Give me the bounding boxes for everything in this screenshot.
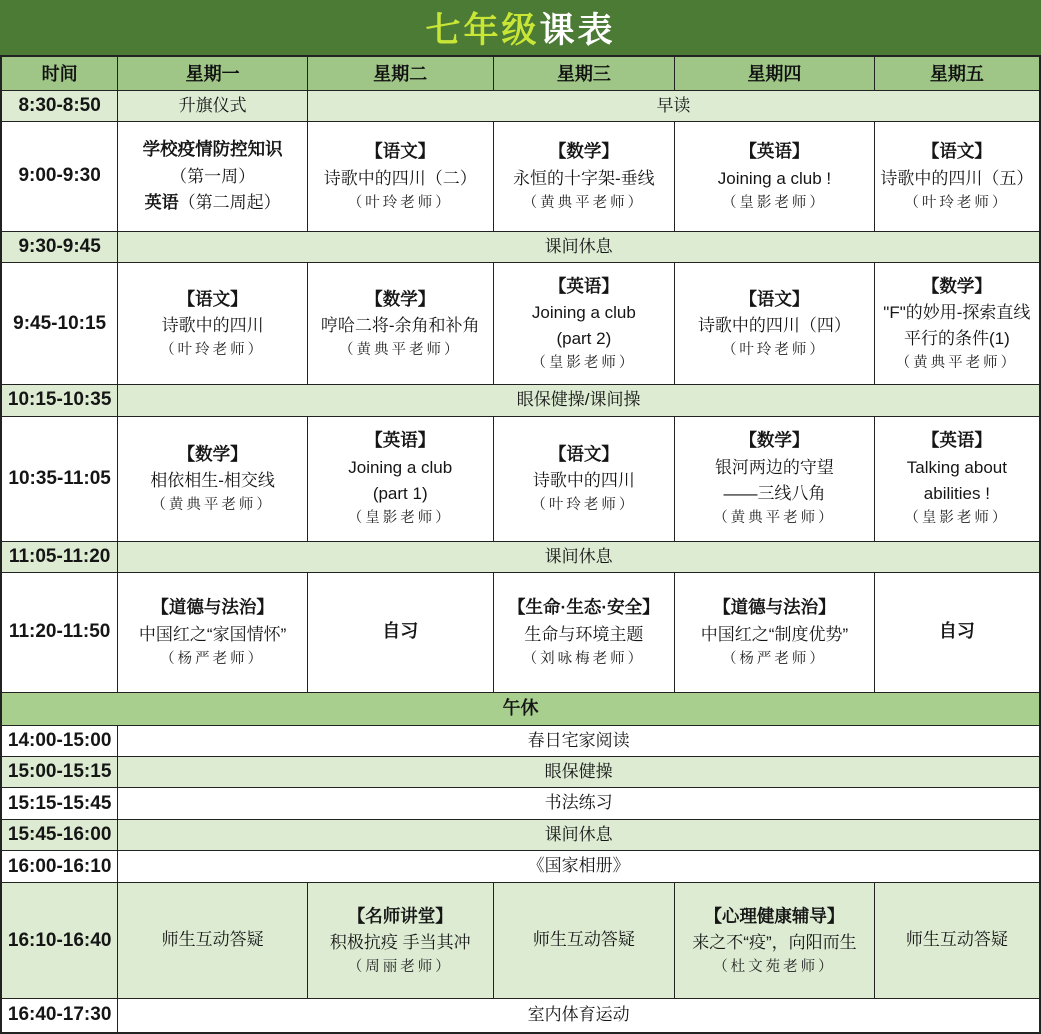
teacher-line: （刘咏梅老师） (522, 650, 646, 667)
friday-cell (874, 263, 1040, 385)
content-line: 永恒的十字架-垂线 (513, 168, 655, 188)
content-line: 诗歌中的四川（五） (880, 168, 1034, 188)
teacher-line: （杜文苑老师） (713, 959, 836, 976)
teacher-line: （叶玲老师） (160, 342, 266, 359)
time-cell: 8:30-8:50 (1, 90, 118, 121)
subject-title: 【数学】 (365, 288, 436, 309)
schedule-row (1, 121, 1040, 231)
full-width-cell (118, 231, 1040, 262)
wednesday-cell (493, 263, 675, 385)
wednesday-cell (493, 883, 675, 999)
title-grade-text: 七年级 (425, 10, 540, 50)
monday-cell (118, 572, 308, 692)
teacher-line: （黄典平老师） (713, 510, 836, 527)
content-line: 诗歌中的四川 (161, 315, 264, 335)
content-line: "F"的妙用-探索直线 (883, 302, 1031, 322)
time-cell: 16:40-17:30 (1, 999, 118, 1033)
content-line: 书法练习 (544, 793, 613, 813)
teacher-line: （叶玲老师） (347, 194, 453, 211)
time-cell: 15:00-15:15 (1, 757, 118, 788)
monday-cell (118, 883, 308, 999)
schedule-row (1, 416, 1040, 541)
teacher-line: （叶玲老师） (904, 194, 1010, 211)
content-line: (part 1) (372, 483, 428, 503)
schedule-row (1, 788, 1040, 819)
content-line: Joining a club ! (717, 168, 832, 188)
monday-cell (118, 416, 308, 541)
content-line: 室内体育运动 (527, 1005, 630, 1025)
schedule-row (1, 851, 1040, 883)
content-line: 午休 (502, 697, 539, 718)
subject-title: 【数学】 (177, 443, 248, 464)
thursday-cell (675, 263, 875, 385)
teacher-line: （周丽老师） (347, 959, 453, 976)
schedule-row (1, 725, 1040, 756)
content-line: 来之不“疫”，向阳而生 (692, 932, 857, 952)
subject-title: 【语文】 (548, 443, 619, 464)
wednesday-cell (493, 572, 675, 692)
schedule-row (1, 263, 1040, 385)
schedule-body (1, 90, 1040, 1033)
full-width-cell (118, 541, 1040, 572)
header-row (1, 56, 1040, 90)
monday-cell (118, 90, 308, 121)
schedule-row (1, 231, 1040, 262)
content-line: ——三线八角 (723, 483, 826, 503)
time-cell: 16:00-16:10 (1, 851, 118, 883)
title-word-text: 课表 (539, 10, 616, 50)
thursday-cell (675, 572, 875, 692)
header-time: 时间 (1, 56, 118, 90)
content-line: 眼保健操 (544, 762, 613, 782)
monday-cell (118, 263, 308, 385)
schedule-row (1, 757, 1040, 788)
lunch-band (1, 692, 1040, 725)
time-cell: 16:10-16:40 (1, 883, 118, 999)
tuesday-cell (307, 416, 493, 541)
content-line: 春日宅家阅读 (527, 730, 630, 750)
subject-title: 【英语】 (739, 141, 810, 162)
content-line: 诗歌中的四川（四） (697, 315, 851, 335)
schedule-row (1, 819, 1040, 850)
wednesday-cell (493, 416, 675, 541)
schedule-row (1, 572, 1040, 692)
time-cell: 10:15-10:35 (1, 385, 118, 416)
subject-title: 【英语】 (365, 430, 436, 451)
full-width-cell (118, 788, 1040, 819)
subject-title: 【心理健康辅导】 (704, 905, 845, 926)
content-line: 早读 (656, 95, 691, 115)
content-line: 积极抗疫 手当其冲 (329, 932, 471, 952)
time-cell: 14:00-15:00 (1, 725, 118, 756)
subject-title: 【数学】 (921, 275, 992, 296)
content-line: 自习 (938, 621, 975, 642)
schedule-table (0, 55, 1041, 1034)
subject-title: 【生命·生态·安全】 (508, 597, 660, 618)
content-line: Joining a club (531, 302, 636, 322)
tuesday-cell (307, 883, 493, 999)
schedule-row (1, 692, 1040, 725)
content-line: 升旗仪式 (178, 95, 247, 115)
time-cell: 9:00-9:30 (1, 121, 118, 231)
content-segment: （第二周起） (178, 192, 281, 212)
thursday-cell (675, 416, 875, 541)
full-width-cell (118, 851, 1040, 883)
content-segment: 英语 (144, 192, 179, 212)
full-width-cell (118, 385, 1040, 416)
content-line: 《国家相册》 (527, 856, 630, 876)
subject-title: 【道德与法治】 (151, 597, 274, 618)
subject-title: 【语文】 (365, 141, 436, 162)
wednesday-cell (493, 121, 675, 231)
content-line: 生命与环境主题 (524, 624, 644, 644)
teacher-line: （叶玲老师） (531, 497, 637, 514)
teacher-line: （皇影老师） (347, 510, 453, 527)
content-line: Talking about (906, 457, 1007, 477)
friday-cell (874, 121, 1040, 231)
time-cell: 9:30-9:45 (1, 231, 118, 262)
content-line: (part 2) (556, 329, 612, 349)
subject-title: 【英语】 (921, 430, 992, 451)
subject-title: 【名师讲堂】 (347, 905, 453, 926)
time-cell: 11:05-11:20 (1, 541, 118, 572)
tuesday-cell (307, 121, 493, 231)
page-title (0, 0, 1041, 55)
schedule-row (1, 90, 1040, 121)
teacher-line: （黄典平老师） (895, 355, 1019, 372)
time-cell: 11:20-11:50 (1, 572, 118, 692)
content-line: 自习 (382, 621, 419, 642)
time-cell: 15:15-15:45 (1, 788, 118, 819)
subject-title: 【道德与法治】 (713, 597, 836, 618)
full-width-cell (118, 757, 1040, 788)
content-line: 课间休息 (544, 546, 613, 566)
tuesday-cell (307, 572, 493, 692)
monday-cell (118, 121, 308, 231)
content-line: 师生互动答疑 (161, 930, 264, 950)
friday-cell (874, 416, 1040, 541)
content-line: 课间休息 (544, 824, 613, 844)
friday-cell (874, 572, 1040, 692)
subject-title: 【英语】 (548, 275, 619, 296)
teacher-line: （黄典平老师） (338, 342, 462, 359)
subject-title: 学校疫情防控知识 (142, 139, 283, 160)
content-line: Joining a club (348, 457, 453, 477)
teacher-line: （叶玲老师） (721, 342, 827, 359)
friday-cell (874, 883, 1040, 999)
schedule-row (1, 999, 1040, 1033)
full-width-cell (118, 999, 1040, 1033)
full-width-cell (118, 725, 1040, 756)
content-line: 师生互动答疑 (905, 930, 1008, 950)
content-line: 课间休息 (544, 236, 613, 256)
content-line: abilities ! (923, 483, 990, 503)
subject-title: 【语文】 (921, 141, 992, 162)
subject-title: 【数学】 (739, 430, 810, 451)
teacher-line: （黄典平老师） (151, 497, 274, 514)
header-tuesday: 星期二 (307, 56, 493, 90)
teacher-line: （黄典平老师） (522, 194, 646, 211)
content-line: 相依相生-相交线 (150, 470, 275, 490)
content-line: 诗歌中的四川（二） (323, 168, 477, 188)
header-monday: 星期一 (118, 56, 308, 90)
teacher-line: （皇影老师） (904, 510, 1010, 527)
content-line: （第一周） (170, 166, 256, 186)
header-wednesday: 星期三 (493, 56, 675, 90)
subject-title: 【语文】 (177, 288, 248, 309)
content-line: 银河两边的守望 (714, 457, 834, 477)
time-cell: 10:35-11:05 (1, 416, 118, 541)
content-line: 眼保健操/课间操 (516, 390, 641, 410)
subject-title: 【语文】 (739, 288, 810, 309)
tuesday-cell (307, 263, 493, 385)
time-cell: 15:45-16:00 (1, 819, 118, 850)
teacher-line: （杨严老师） (160, 650, 266, 667)
teacher-line: （皇影老师） (721, 194, 827, 211)
time-cell: 9:45-10:15 (1, 263, 118, 385)
content-line (121, 190, 304, 216)
content-line: 师生互动答疑 (532, 930, 635, 950)
full-width-cell (307, 90, 1040, 121)
content-line: 中国红之“制度优势” (700, 624, 849, 644)
content-line: 平行的条件(1) (903, 329, 1010, 349)
thursday-cell (675, 883, 875, 999)
full-width-cell (118, 819, 1040, 850)
schedule-row (1, 385, 1040, 416)
schedule-row (1, 541, 1040, 572)
schedule-row (1, 883, 1040, 999)
header-friday: 星期五 (874, 56, 1040, 90)
thursday-cell (675, 121, 875, 231)
content-line: 中国红之“家国情怀” (138, 624, 287, 644)
content-line: 诗歌中的四川 (532, 470, 635, 490)
header-thursday: 星期四 (675, 56, 875, 90)
subject-title: 【数学】 (548, 141, 619, 162)
teacher-line: （皇影老师） (531, 355, 637, 372)
content-line: 哼哈二将-余角和补角 (320, 315, 480, 335)
teacher-line: （杨严老师） (721, 650, 827, 667)
